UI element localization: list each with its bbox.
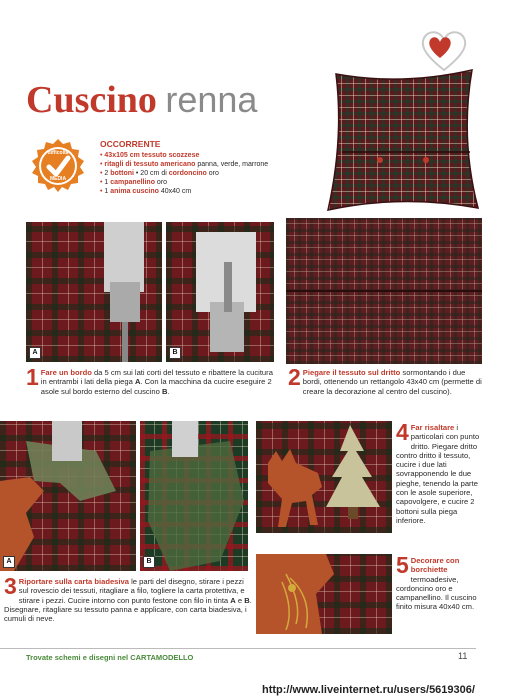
step-number: 2 (288, 364, 301, 390)
step5-text: 5 Decorare con borchiette termoadesive, cordoncino oro e campanellino. Il cuscino finito misura 40x40 cm. (396, 552, 477, 612)
photo-label: B (143, 556, 155, 568)
material-item: • 1 anima cuscino 40x40 cm (100, 187, 315, 196)
material-item: • 2 bottoni • 20 cm di cordoncino oro (100, 169, 315, 178)
step2-photo (286, 218, 482, 364)
photo-label: A (29, 347, 41, 359)
footer-note: Trovate schemi e disegni nel CARTAMODELLO (26, 653, 194, 662)
material-item: • 43x105 cm tessuto scozzese (100, 151, 315, 160)
step2-text: 2 Piegare il tessuto sul dritto sormontando i due bordi, ottenendo un rettangolo 43x40 cm (permette di creare la decorazione al centro del cuscino). (288, 364, 482, 396)
materials-heading: OCCORRENTE (100, 139, 161, 149)
pillow-photo (322, 64, 482, 214)
step5-photo (256, 554, 392, 634)
step-number: 1 (26, 364, 39, 390)
material-item: • 1 campanellino oro (100, 178, 315, 187)
step4-text: 4 Far risaltare i particolari con punto dritto. Piegare dritto contro dritto il tessuto, cucire i due lati sovrapponendo le due pieghe, tenendo la parte con le asole superiore, capovolgere, e cucire 2 bottoni sulla piega inferiore. (396, 419, 480, 525)
step3-photo-a (0, 421, 136, 571)
step1-photo-b (166, 222, 274, 362)
difficulty-badge (30, 138, 86, 194)
materials-list (100, 151, 315, 196)
step1-photo-a (26, 222, 162, 362)
page-number: 11 (458, 651, 468, 661)
badge-line1: difficoltà (47, 150, 69, 156)
footer-rule (0, 648, 476, 649)
step3-photo-b (140, 421, 248, 571)
step4-photo (256, 421, 392, 533)
page-title (26, 78, 257, 122)
photo-label: A (3, 556, 15, 568)
step-number: 3 (4, 573, 17, 599)
title-sub: renna (165, 79, 258, 120)
step1-text: 1 Fare un bordo da 5 cm sui lati corti del tessuto e ribattere la cucitura in entrambi i lati della piega A. Con la macchina da cucire eseguire 2 asole sul bordo esterno del cuscino B. (26, 364, 273, 396)
badge-seal-icon (30, 138, 86, 194)
step-number: 4 (396, 419, 409, 445)
step3-text: 3 Riportare sulla carta biadesiva le parti del disegno, stirare i pezzi sul rovescio dei tessuti, ritagliare a filo, togliere la carta protettiva, e stirare i pezzi. Cucire intorno con punto festone con filo in tinta A e B. Disegnare, ritagliare su tessuto panna e applicare, con carta biadesiva, i cumuli di neve. (4, 573, 252, 624)
badge-line2: MEDIA (49, 176, 67, 182)
material-item: • ritagli di tessuto americano panna, verde, marrone (100, 160, 315, 169)
watermark-url[interactable]: http://www.liveinternet.ru/users/5619306/ (262, 684, 475, 696)
step-number: 5 (396, 552, 409, 578)
title-main: Cuscino (26, 79, 157, 121)
photo-label: B (169, 347, 181, 359)
materials-box (100, 139, 315, 196)
